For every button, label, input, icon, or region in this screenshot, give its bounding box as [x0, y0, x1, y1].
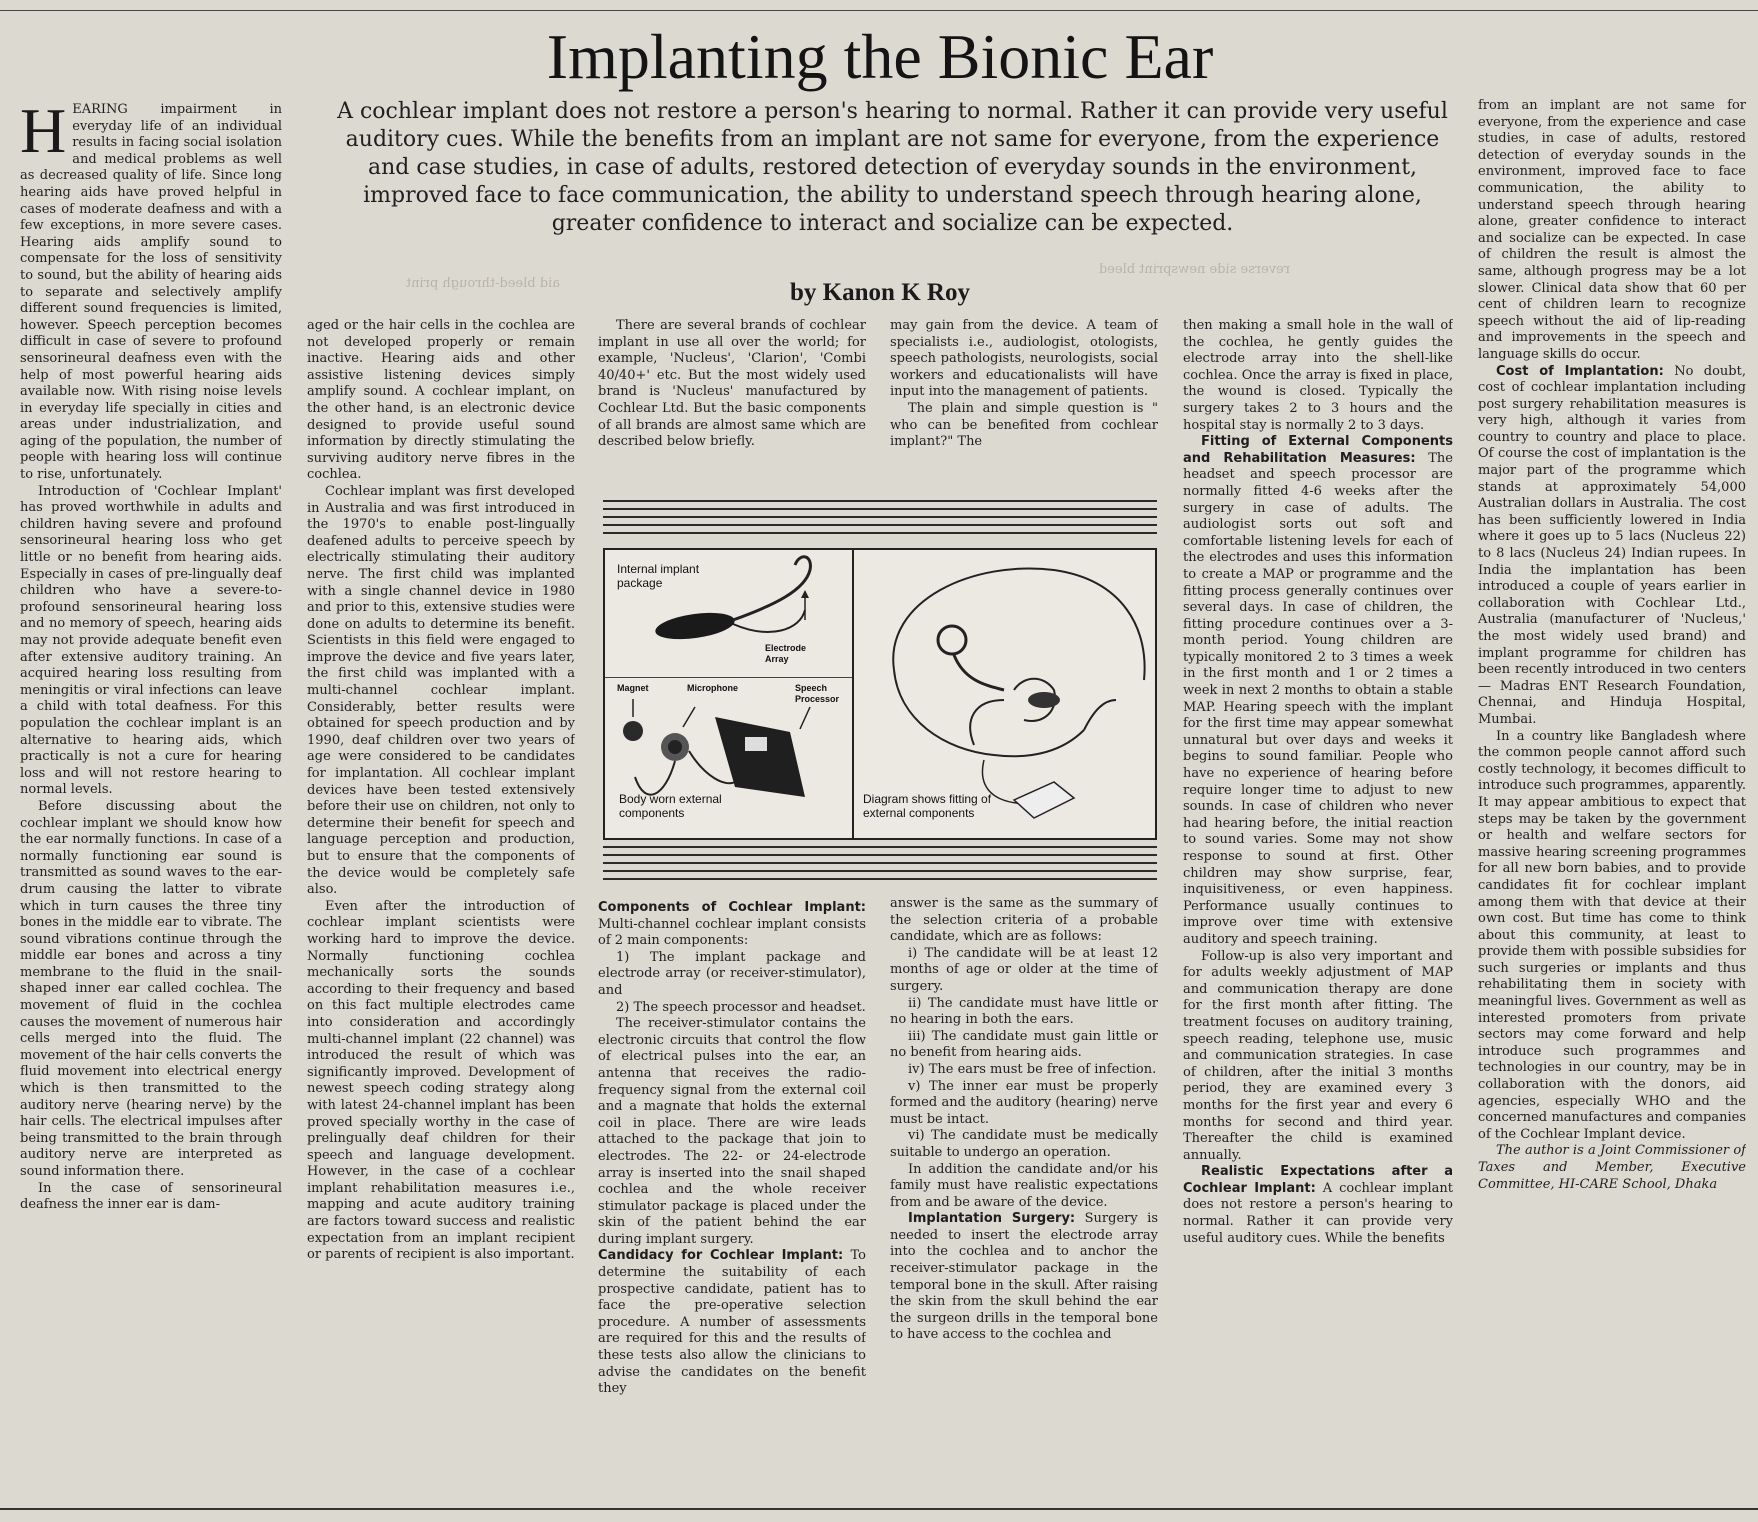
- rule-band-bottom: [603, 846, 1157, 886]
- column-6: [1478, 98, 1746, 1500]
- list-item: v) The inner ear must be properly formed and the auditory (hearing) nerve must be intact.: [890, 1078, 1158, 1127]
- column-5: [1183, 318, 1453, 1500]
- headline: Implanting the Bionic Ear: [546, 21, 1214, 92]
- deck: A cochlear implant does not restore a person's hearing to normal. Rather it can provide very useful auditory cues. While the benefits from an implant are not same for everyone, from the experience and case studies, in case of adults, restored detection of everyday sounds in the environment, improved face to face communication, the ability to understand speech through hearing alone, greater confidence to interact and socialize can be expected.: [337, 99, 1448, 236]
- subheading: Cost of Implantation:: [1496, 363, 1664, 379]
- paragraph: Surgery is needed to insert the electrode array into the cochlea and to anchor the receiver-stimulator package in the temporal bone in the skull. After raising the skin from the skull behind the ear the surgeon drills in the temporal bone to have access to the cochlea and: [890, 1211, 1158, 1343]
- paragraph: In a country like Bangladesh where the common people cannot afford such costly technology, it becomes difficult to introduce such programmes, apparently. It may appear ambitious to expect that steps may be taken by the government or health and welfare sectors for massive hearing screening programmes for all new born babies, and to provide candidates fit for cochlear implant among them with that device at their own cost. But time has come to think about this community, at least to provide them with possible subsidies for such surgeries or implants and thus rehabilitating them in society with meaningful lives. Government as well as interested promoters from private sectors may come forward and help introduce such programmes and technologies in our country, may be in collaboration with the donors, aid agencies, especially WHO and the concerned manufactures and companies of the Cochlear Implant device.: [1478, 728, 1746, 1142]
- author-note: The author is a Joint Commissioner of Taxes and Member, Executive Committee, HI-CARE School, Dhaka: [1478, 1143, 1746, 1192]
- column-4-bottom: [890, 896, 1158, 1500]
- subheading: Fitting of External Components and Rehabilitation Measures:: [1183, 434, 1453, 466]
- subheading: Components of Cochlear Implant:: [598, 900, 866, 915]
- column-3-top: [598, 318, 866, 494]
- list-item: vi) The candidate must be medically suitable to undergo an operation.: [890, 1128, 1158, 1160]
- byline: by Kanon K Roy: [790, 279, 970, 306]
- subheading: Implantation Surgery:: [908, 1211, 1076, 1227]
- paragraph: In the case of sensorineural deafness the inner ear is dam-: [20, 1180, 282, 1213]
- paragraph: Multi-channel cochlear implant consists of 2 main components:: [598, 916, 866, 949]
- bottom-rule: [0, 1508, 1758, 1510]
- label-electrode-array: Electrode Array: [765, 643, 807, 664]
- paragraph: No doubt, cost of cochlear implantation including post surgery rehabilitation measures is very high, although it varies from country to country and place to place. Of course the cost of implantation is the major part of the programme which stands at approximately 54,000 Australian dollars in Australia. The cost has been sufficiently lowered in India where it goes up to 5 lacs (Nucleus 22) to 8 lacs (Nucleus 24) Indian rupees. In India the implantation has been introduced a couple of years earlier in collaboration with Cochlear Ltd., Australia (manufacturer of 'Nucleus,' the most widely used brand) and implant programme for children has been recently introduced in two centers — Madras ENT Research Foundation, Chennai, and Hinduja Hospital, Mumbai.: [1478, 363, 1746, 727]
- list-item: 2) The speech processor and headset.: [616, 999, 866, 1015]
- paragraph: The headset and speech processor are normally fitted 4-6 weeks after the surgery in case of adults. The audiologist sorts out soft and comfortable listening levels for each of the electrodes and uses this information to create a MAP or programme and the fitting process generally continues over several days. In case of children, the fitting procedure continues over a 3-month period. Young children are typically monitored 2 to 3 times a week in the first month and 1 or 2 times a week in next 2 months to obtain a stable MAP. Hearing speech with the implant for the first time may appear somewhat unnatural but over days and weeks it begins to sound familiar. People who have no experience of hearing before require longer time to adjust to new sounds. In case of children who never had hearing before, the initial reaction to sound varies. Some may not show response to sound at first. Other children may show surprise, fear, inquisitiveness, or even happiness. Performance usually continues to improve over time with extensive auditory and speech training.: [1183, 450, 1453, 947]
- column-2: [307, 318, 575, 1500]
- list-item: i) The candidate will be at least 12 months of age or older at the time of surgery.: [890, 945, 1158, 994]
- paragraph: Cochlear implant was first developed in Australia and was first introduced in the 1970's to enable post-lingually deafened adults to perceive speech by electrically stimulating their auditory nerve. The first child was implanted with a single channel device in 1980 and prior to this, extensive studies were done on adults to determine its benefit. Scientists in this field were engaged to improve the device and five years later, the first child was implanted with a multi-channel cochlear implant. Considerably, better results were obtained for speech production and by 1990, deaf children over two years of age were considered to be candidates for implantation. All cochlear implant devices have been tested extensively before their use on children, not only to determine their benefit for speech and language perception and production, but to ensure that the components of the device would be completely safe also.: [307, 483, 575, 898]
- top-rule: [0, 10, 1758, 11]
- list-item: ii) The candidate must have little or no hearing in both the ears.: [890, 995, 1158, 1028]
- paragraph: Introduction of 'Cochlear Implant' has proved worthwhile in adults and children having severe and profound sensorineural hearing loss who get little or no benefit from hearing aids. Especially in cases of pre-lingually deaf children who have a severe-to-profound sensorineural hearing loss and no memory of speech, hearing aids may not provide adequate benefit even after extensive auditory training. An acquired hearing loss resulting from meningitis or viral infections can leave a child with total deafness. For this population the cochlear implant is an alternative to hearing aids, which practically is not a cure for hearing loss and will not restore hearing to normal levels.: [20, 483, 282, 798]
- list-item: 1) The implant package and electrode array (or receiver-stimulator), and: [598, 949, 866, 998]
- paragraph: Before discussing about the cochlear implant we should know how the ear normally functions. In case of a normally functioning ear sound is transmitted as sound waves to the ear-drum causing the latter to vibrate which in turn causes the three tiny bones in the middle ear to vibrate. The sound vibrations continue through the middle ear bones and across a tiny membrane to the fluid in the snail-shaped inner ear called cochlea. The movement of fluid in the cochlea causes the movement of numerous hair cells merged into the fluid. The movement of the hair cells converts the fluid movement into electrical energy which is then transmitted to the auditory nerve (hearing nerve) by the hair cells. The electrical impulses after being transmitted to the brain through auditory nerve are interpreted as sound information there.: [20, 798, 282, 1179]
- label-microphone: Microphone: [687, 683, 738, 693]
- paragraph: from an implant are not same for everyone, from the experience and case studies, in case of adults, restored detection of everyday sounds in the environment, improved face to face communication, the ability to understand speech through hearing alone, greater confidence to interact and socialize can be expected. In case of children the result is almost the same, although progress may be a lot slower. Clinical data show that 60 per cent of children learn to recognize speech without the aid of lip-reading and improvements in the speech and language skills do occur.: [1478, 98, 1746, 362]
- bleed-through-text: aid bleed-through print: [405, 276, 560, 291]
- paragraph: Follow-up is also very important and for adults weekly adjustment of MAP and communication therapy are done for the first month after fitting. The treatment focuses on auditory training, speech reading, telephone use, music and communication strategies. In case of children, after the initial 3 months period, they are examined every 3 months for the first year and every 6 months for second and third year. Thereafter the child is examined annually.: [1183, 948, 1453, 1163]
- column-4-top: [890, 318, 1158, 494]
- subheading: Candidacy for Cochlear Implant:: [598, 1248, 844, 1264]
- paragraph: aged or the hair cells in the cochlea are not developed properly or remain inactive. Hearing aids and other assistive listening devices simply amplify sound. A cochlear implant, on the other hand, is an electronic device designed to provide useful sound information by directly stimulating the surviving auditory nerve fibres in the cochlea.: [307, 318, 575, 483]
- implant-package-drawing: [605, 550, 852, 677]
- label-speech-processor: Speech Processor: [795, 683, 840, 704]
- column-1: [20, 102, 282, 1500]
- label-diagram: Diagram shows fitting of external components: [863, 792, 992, 820]
- paragraph: There are several brands of cochlear implant in use all over the world; for example, 'Nucleus', 'Clarion', 'Combi 40/40+' etc. But the most widely used brand is 'Nucleus' manufactured by Cochlear Ltd. But the basic components of all brands are almost same which are described below briefly.: [598, 318, 866, 450]
- label-magnet: Magnet: [617, 683, 649, 693]
- paragraph: may gain from the device. A team of specialists i.e., audiologist, otologists, speech pathologists, neurologists, social workers and educationalists will have input into the management of patients.: [890, 318, 1158, 400]
- list-item: iv) The ears must be free of infection.: [908, 1061, 1157, 1077]
- column-3-bottom: [598, 900, 866, 1500]
- paragraph: EARING impairment in everyday life of an individual results in facing social isolation and medical problems as well as decreased quality of life. Since long hearing aids have proved helpful in cases of moderate deafness and with a few exceptions, in more severe cases. Hearing aids amplify sound to compensate for the loss of sensitivity to sound, but the ability of hearing aids to separate and selectively amplify different sound frequencies is limited, however. Speech perception becomes difficult in case of severe to profound sensorineural deafness even with the help of most powerful hearing aids available now. With rising noise levels in everyday life specially in cities and areas under industrialization, and aging of the population, the number of people with hearing loss will continue to rise, unfortunately.: [20, 102, 282, 483]
- external-components-drawing: [605, 677, 852, 838]
- paragraph: Even after the introduction of cochlear implant scientists were working hard to improve the device. Normally functioning cochlea mechanically sorts the sounds according to their frequency and based on this fact multiple electrodes came into consideration and accordingly multi-channel implant (22 channel) was introduced the result of which was significantly improved. Development of newest speech coding strategy along with latest 24-channel implant has been proved specially worthy in the case of prelingually deaf children for their speech and language development. However, in the case of a cochlear implant rehabilitation measures i.e., mapping and acute auditory training are factors toward success and realistic expectation from an implant recipient or parents of recipient is also important.: [307, 898, 575, 1263]
- rule-band-top: [603, 500, 1157, 540]
- paragraph: then making a small hole in the wall of the cochlea, he gently guides the electrode array into the shell-like cochlea. Once the array is fixed in place, the wound is closed. Typically the surgery takes 2 to 3 hours and the hospital stay is normally 2 to 3 days.: [1183, 318, 1453, 433]
- label-body-worn: Body worn external components: [619, 792, 722, 820]
- subheading: Realistic Expectations after a Cochlear Implant:: [1183, 1164, 1453, 1196]
- paragraph: In addition the candidate and/or his family must have realistic expectations from and be aware of the device.: [890, 1161, 1158, 1210]
- paragraph: The plain and simple question is " who can be benefited from cochlear implant?" The: [890, 400, 1158, 450]
- paragraph: To determine the suitability of each prospective candidate, patient has to face the pre-operative selection procedure. A number of assessments are required for this and the results of these tests also allow the clinicians to advise the candidates on the benefit they: [598, 1248, 866, 1397]
- paragraph: A cochlear implant does not restore a person's hearing to normal. Rather it can provide very useful auditory cues. While the benefits: [1183, 1180, 1453, 1246]
- paragraph: answer is the same as the summary of the selection criteria of a probable candidate, which are as follows:: [890, 896, 1158, 945]
- label-internal-package: Internal implant package: [617, 562, 700, 590]
- bleed-through-text: reverse side newsprint bleed: [1098, 262, 1290, 277]
- paragraph: The receiver-stimulator contains the electronic circuits that control the flow of electrical pulses into the ear, an antenna that receives the radio-frequency signal from the external coil and a magnate that holds the external coil in place. There are wire leads attached to the package that join to electrodes. The 22- or 24-electrode array is inserted into the snail shaped cochlea and the whole receiver stimulator package is placed under the skin of the patient behind the ear during implant surgery.: [598, 1016, 866, 1247]
- head-profile-drawing: [854, 550, 1153, 838]
- cochlear-implant-diagram: [603, 548, 1157, 840]
- list-item: iii) The candidate must gain little or no benefit from hearing aids.: [890, 1028, 1158, 1061]
- drop-cap: H: [20, 102, 67, 166]
